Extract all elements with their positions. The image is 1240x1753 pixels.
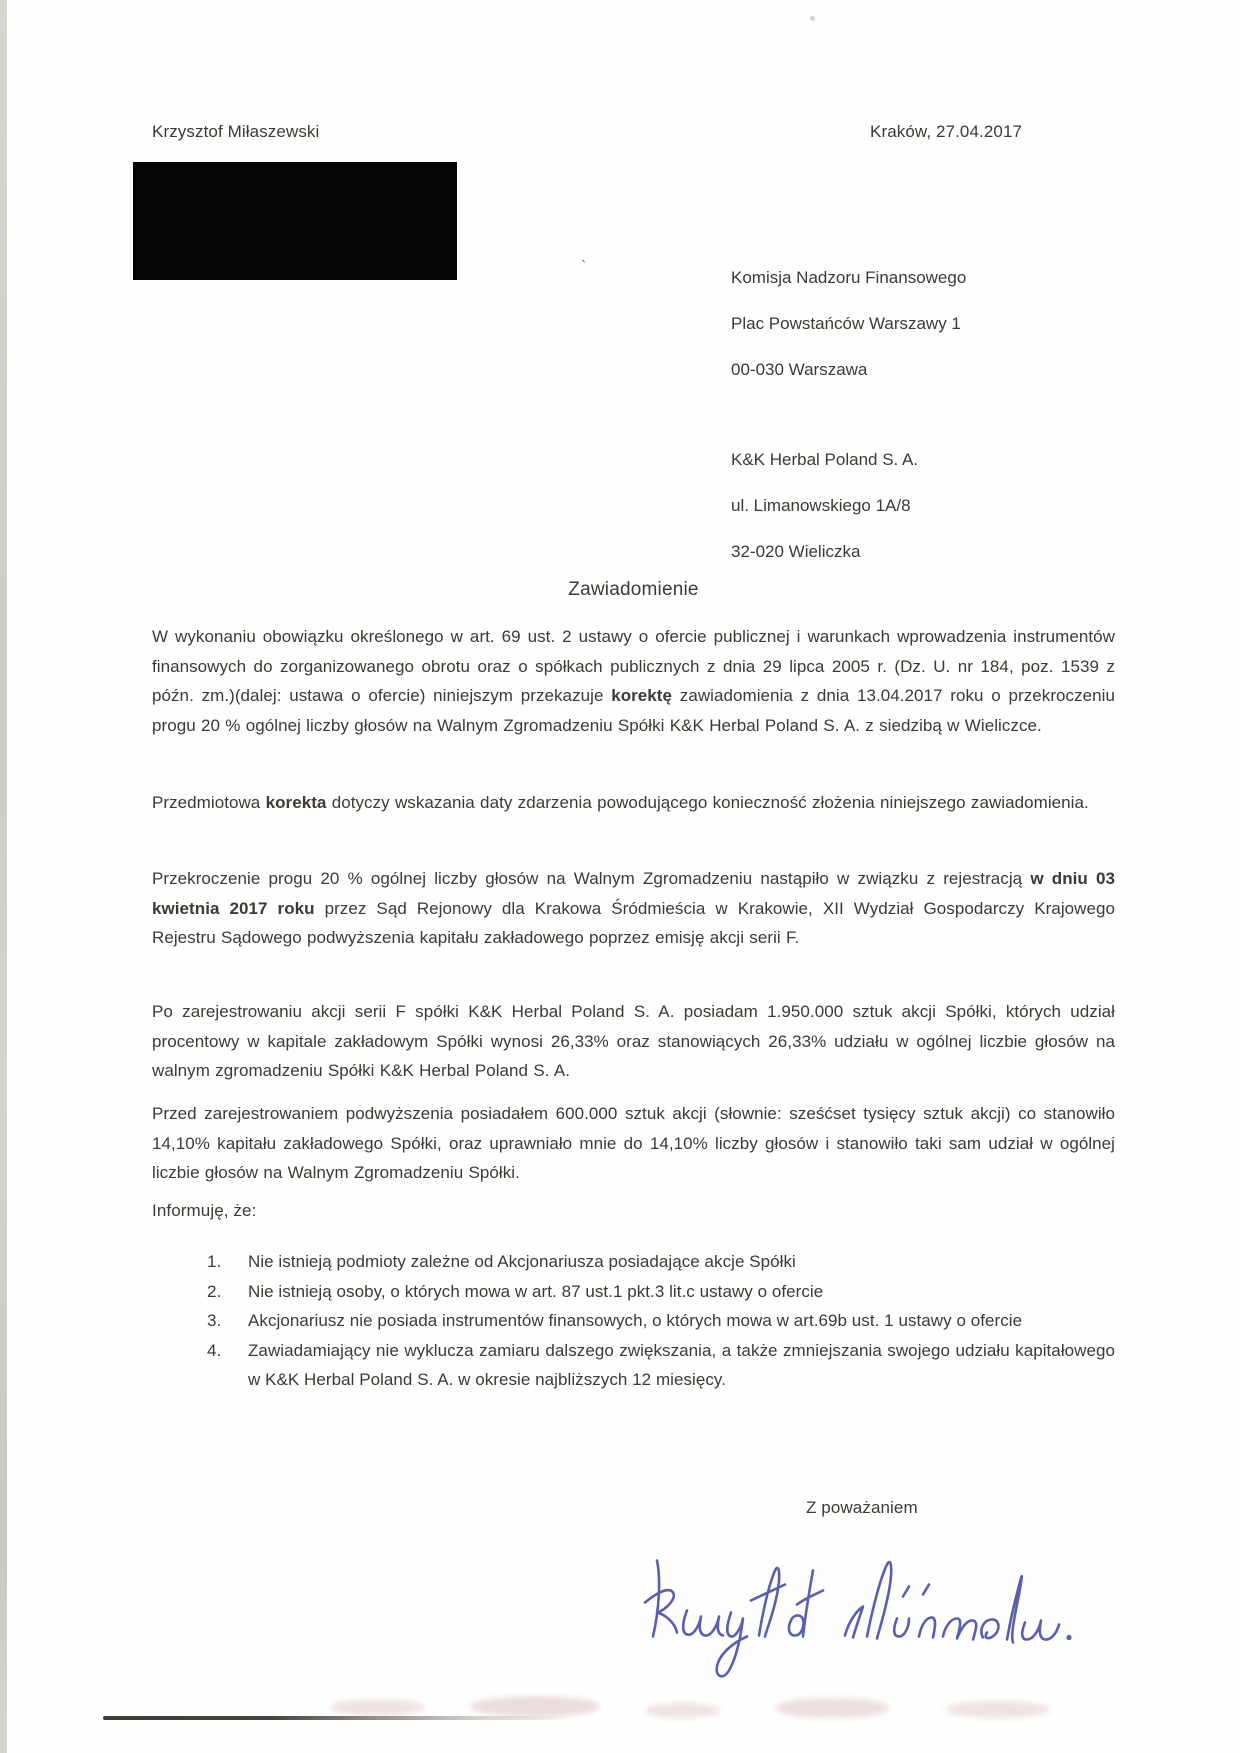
scan-smudge bbox=[330, 1699, 425, 1716]
stray-pen-mark: ` bbox=[578, 257, 587, 276]
handwritten-signature bbox=[635, 1538, 1075, 1683]
list-item-4 bbox=[152, 1336, 1115, 1395]
paragraph-registration: Przekroczenie progu 20 % ogólnej liczby głosów na Walnym Zgromadzeniu nastąpiło w związku z rejestracją w dniu 03 kwietnia 2017 roku przez Sąd Rejonowy dla Krakowa Śródmieścia w Krakowie, XII Wydział Gospodarczy Krajowego Rejestru Sądowego podwyższenia kapitału zakładowego poprzez emisję akcji serii F. bbox=[152, 869, 1116, 947]
recipient-company-street: ul. Limanowskiego 1A/8 bbox=[731, 496, 911, 515]
signature-period-dot bbox=[1066, 1635, 1071, 1640]
list-item-2 bbox=[152, 1277, 1115, 1307]
sender-name: Krzysztof Miłaszewski bbox=[152, 122, 320, 141]
list-item-4-number: 4. bbox=[207, 1340, 222, 1360]
recipient-company-city: 32-020 Wieliczka bbox=[731, 542, 861, 561]
recipient-company-block bbox=[731, 437, 918, 575]
recipient-authority-name: Komisja Nadzoru Finansowego bbox=[731, 268, 967, 287]
list-item-1-text: Nie istnieją podmioty zależne od Akcjonariusza posiadające akcje Spółki bbox=[248, 1252, 796, 1271]
recipient-authority-block bbox=[731, 255, 966, 393]
scan-edge-strip bbox=[0, 0, 7, 1753]
list-item-1 bbox=[152, 1247, 1115, 1277]
recipient-authority-city: 00-030 Warszawa bbox=[731, 360, 868, 379]
recipient-company-name: K&K Herbal Poland S. A. bbox=[731, 450, 919, 469]
list-item-3-number: 3. bbox=[207, 1311, 222, 1330]
scan-smudge bbox=[645, 1703, 720, 1718]
signature-path bbox=[645, 1561, 1059, 1677]
list-item-2-number: 2. bbox=[207, 1281, 222, 1301]
redacted-address-block bbox=[133, 162, 457, 280]
list-item-1-number: 1. bbox=[207, 1252, 222, 1271]
list-item-3 bbox=[152, 1306, 1115, 1336]
scan-smudge bbox=[945, 1701, 1050, 1718]
list-item-3-text: Akcjonariusz nie posiada instrumentów finansowych, o których mowa w art.69b ust. 1 ustawy o ofercie bbox=[248, 1311, 1023, 1330]
signature-svg bbox=[635, 1538, 1075, 1683]
list-item-2-text: Nie istnieją osoby, o których mowa w art. 87 ust.1 pkt.3 lit.c ustawy o ofercie bbox=[248, 1281, 824, 1301]
list-intro: Informuję, że: bbox=[152, 1201, 257, 1220]
paragraph-legal-basis: W wykonaniu obowiązku określonego w art. 69 ust. 2 ustawy o ofercie publicznej i warunkach wprowadzenia instrumentów finansowych do zorganizowanego obrotu oraz o spółkach publicznych z dnia 29 lipca 2005 r. (Dz. U. nr 184, poz. 1539 z późn. zm.)(dalej: ustawa o ofercie) niniejszym przekazuje korektę zawiadomienia z dnia 13.04.2017 roku o przekroczeniu progu 20 % ogólnej liczby głosów na Walnym Zgromadzeniu Spółki K&K Herbal Poland S. A. z siedzibą w Wieliczce. bbox=[152, 627, 1115, 735]
numbered-list bbox=[152, 1247, 1115, 1395]
scan-smudge bbox=[775, 1698, 890, 1718]
scan-speck bbox=[810, 16, 815, 21]
scan-artifact-line bbox=[103, 1716, 573, 1720]
paragraph-before-shares: Przed zarejestrowaniem podwyższenia posiadałem 600.000 sztuk akcji (słownie: sześćset tysięcy sztuk akcji) co stanowiło 14,10% kapitału zakładowego Spółki, oraz uprawniało mnie do 14,10% liczby głosów i stanowiło taki sam udział w ogólnej liczbie głosów na Walnym Zgromadzeniu Spółki. bbox=[152, 1104, 1115, 1182]
place-date: Kraków, 27.04.2017 bbox=[870, 122, 1023, 141]
recipient-authority-street: Plac Powstańców Warszawy 1 bbox=[731, 314, 961, 333]
scan-smudge bbox=[470, 1696, 600, 1717]
list-item-4-text: Zawiadamiający nie wyklucza zamiaru dalszego zwiększania, a także zmniejszania swojego udziału kapitałowego w K&K Herbal Poland S. A. w okresie najbliższych 12 miesięcy. bbox=[248, 1340, 1115, 1389]
paragraph-correction: Przedmiotowa korekta dotyczy wskazania daty zdarzenia powodującego konieczność złożenia niniejszego zawiadomienia. bbox=[152, 793, 1089, 812]
letter-title: Zawiadomienie bbox=[568, 579, 699, 600]
paragraph-after-shares: Po zarejestrowaniu akcji serii F spółki K&K Herbal Poland S. A. posiadam 1.950.000 sztuk akcji Spółki, których udział procentowy w kapitale zakładowym Spółki wynosi 26,33% oraz stanowiących 26,33% udziału w ogólnej liczbie głosów na walnym zgromadzeniu Spółki K&K Herbal Poland S. A. bbox=[152, 1002, 1115, 1080]
closing-salutation: Z poważaniem bbox=[806, 1498, 918, 1517]
